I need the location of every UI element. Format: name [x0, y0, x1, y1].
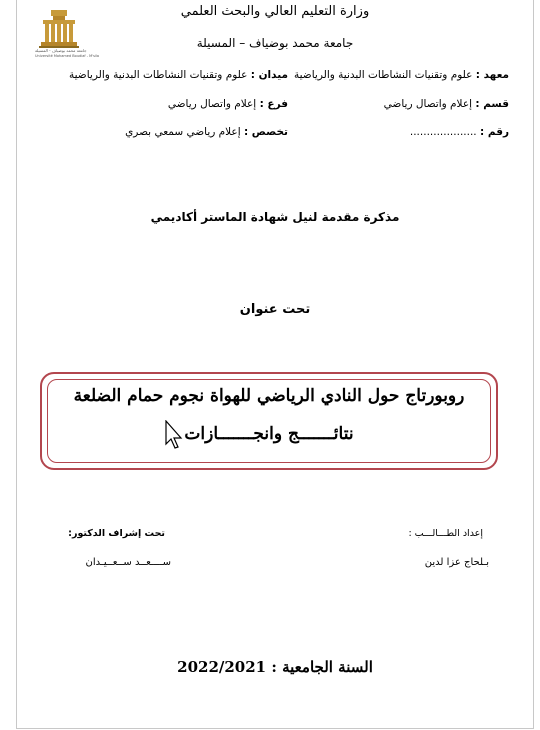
mouse-cursor-icon — [164, 420, 184, 450]
academic-year-value: 2022/2021 — [177, 658, 267, 676]
institute-value: علوم وتقنيات النشاطات البدنية والرياضية — [294, 69, 473, 81]
logo-text: جامعة محمد بوضياف - المسيلة — [35, 48, 87, 53]
field-row — [69, 69, 288, 81]
supervisor-label: تحت إشراف الدكتور: — [68, 528, 165, 539]
specialty-value: إعلام رياضي سمعي بصري — [125, 126, 241, 138]
academic-year — [17, 658, 533, 676]
document-page — [16, 0, 534, 729]
student-name: بـلحاج عزا لدين — [424, 557, 489, 568]
institute-row — [294, 69, 509, 81]
university-name: جامعة محمد بوضياف – المسيلة — [196, 36, 354, 50]
number-value: .................... — [409, 126, 477, 138]
specialty-label: تخصص : — [243, 126, 288, 138]
department-value: إعلام واتصال رياضي — [383, 98, 472, 110]
branch-label: فرع : — [259, 98, 288, 110]
branch-value: إعلام واتصال رياضي — [167, 98, 257, 110]
number-row — [410, 126, 509, 138]
field-value: علوم وتقنيات النشاطات البدنية والرياضية — [69, 69, 248, 81]
logo-subtext: Université Mohamed Boudiaf - M'sila — [35, 54, 99, 58]
academic-year-label: السنة الجامعية : — [271, 658, 373, 676]
institute-label: معهد : — [475, 69, 509, 81]
number-label: رقم : — [479, 126, 509, 138]
field-label: ميدان : — [250, 69, 288, 81]
student-label: إعداد الطـــالـــب : — [408, 528, 483, 539]
ministry-title: وزارة التعليم العالي والبحث العلمي — [180, 4, 370, 19]
under-title-label: تحت عنوان — [239, 302, 311, 317]
university-logo — [35, 10, 99, 62]
department-label: قسم : — [475, 98, 509, 110]
specialty-row — [125, 126, 288, 138]
thesis-title-line-1: روبورتاج حول النادي الرياضي للهواة نجوم حمام الضلعة — [73, 386, 465, 406]
supervisor-name: ســــعــد ســعــيـدان — [85, 557, 171, 568]
thesis-title-box — [40, 372, 498, 470]
thesis-title-line-2: نتائـــــــج وانجـــــــازات — [184, 424, 354, 444]
department-row — [384, 98, 509, 110]
memo-title: مذكرة مقدمة لنيل شهادة الماستر أكاديمي — [150, 210, 400, 224]
branch-row — [168, 98, 288, 110]
